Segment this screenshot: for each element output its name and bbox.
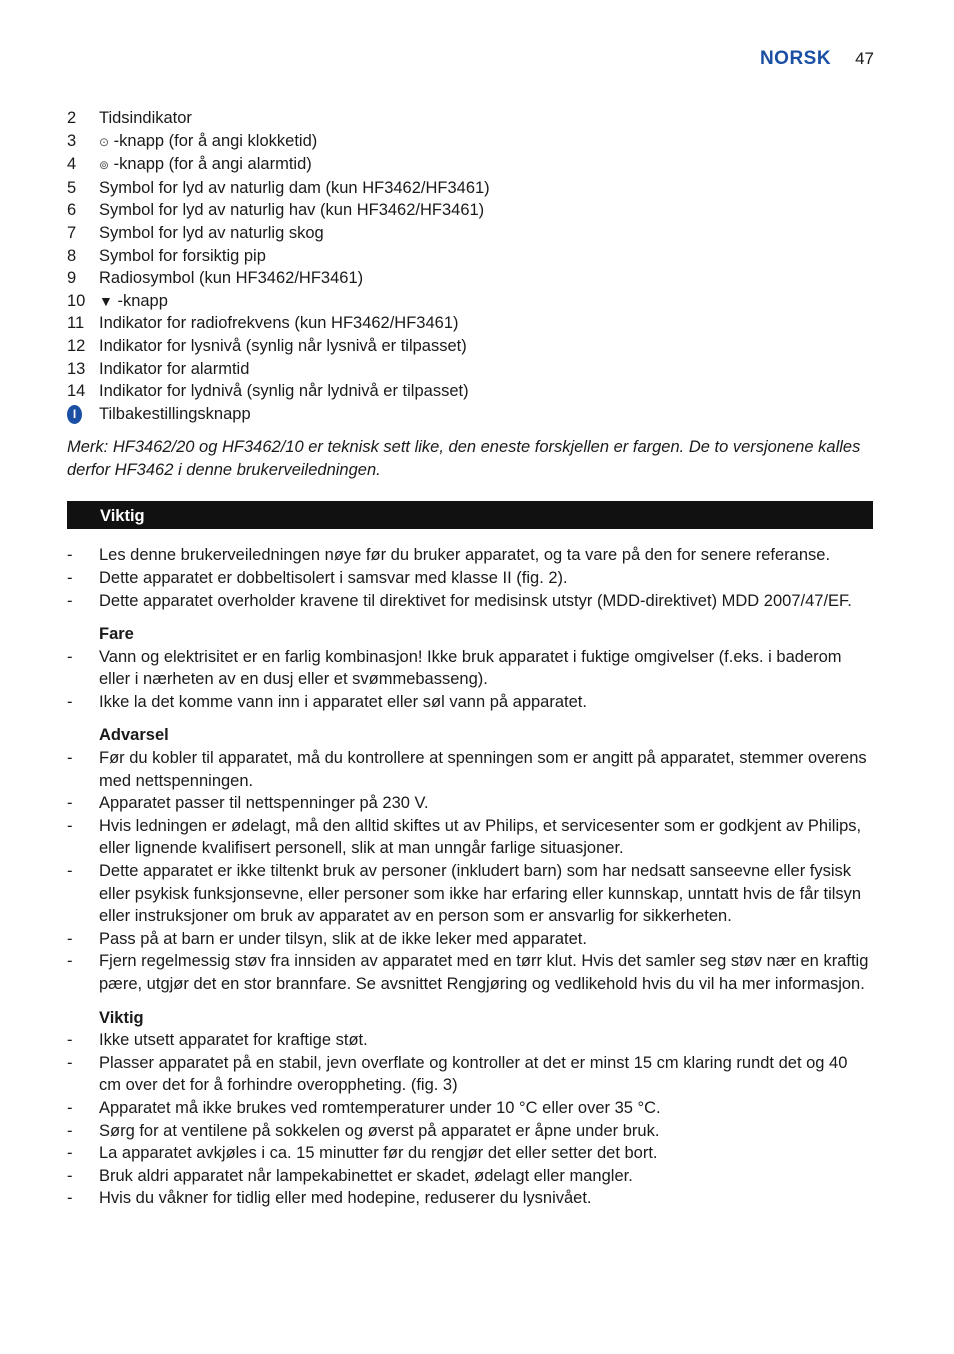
advarsel-bullet-list (67, 747, 873, 996)
item-text (99, 335, 873, 358)
item-number: 7 (67, 223, 77, 242)
item-label: Tidsindikator (99, 109, 192, 127)
item-label: Symbol for lyd av naturlig dam (kun HF3462/HF3461) (99, 178, 490, 197)
down-triangle-icon: ▼ (99, 292, 113, 309)
page-content (67, 107, 873, 1210)
bullet-dash: - (67, 1053, 73, 1072)
item-text (99, 358, 873, 381)
bullet-dash: - (67, 816, 73, 835)
language-label: NORSK (759, 48, 832, 69)
fare-heading: Fare (99, 625, 134, 644)
fare-bullet-list (67, 646, 873, 714)
bullet-item (67, 544, 873, 567)
parts-list-item (67, 267, 873, 290)
alarm-icon: ⊚ (99, 158, 110, 173)
bullet-text: Fjern regelmessig støv fra innsiden av apparatet med en tørr klut. Hvis det samler seg støv nær en kraftig pære, utgjør det en stor brannfare. Se avsnittet Rengjøring og vedlikehold hvis du vil ha mer informasjon. (99, 952, 869, 993)
item-number: 14 (67, 382, 86, 401)
parts-list-item (67, 199, 873, 222)
bullet-item (67, 928, 873, 951)
item-number: 3 (67, 131, 77, 150)
item-number: 13 (67, 359, 86, 378)
bullet-dash: - (67, 749, 73, 768)
bullet-dash: - (67, 929, 73, 948)
item-text (99, 245, 873, 268)
bullet-text: Pass på at barn er under tilsyn, slik at de ikke leker med apparatet. (99, 929, 587, 948)
bullet-item (67, 815, 873, 860)
bullet-dash: - (67, 1166, 73, 1185)
item-text (99, 177, 873, 200)
bullet-text: La apparatet avkjøles i ca. 15 minutter før du rengjør det eller setter det bort. (99, 1144, 658, 1163)
item-text (99, 130, 873, 154)
bullet-item (67, 1187, 873, 1210)
item-text (99, 107, 873, 130)
page-header (760, 48, 874, 70)
item-label: -knapp (for å angi alarmtid) (109, 155, 312, 174)
bullet-dash: - (67, 794, 73, 813)
parts-list-item (67, 177, 873, 200)
parts-list-item (67, 130, 873, 154)
bullet-text: Apparatet må ikke brukes ved romtemperaturer under 10 °C eller over 35 °C. (99, 1098, 661, 1117)
parts-list-item (67, 245, 873, 268)
viktig-heading: Viktig (99, 1008, 144, 1027)
parts-list-item (67, 222, 873, 245)
item-text (99, 380, 873, 403)
item-label: Symbol for lyd av naturlig hav (kun HF3462/HF3461) (99, 201, 485, 220)
bullet-text: Plasser apparatet på en stabil, jevn overflate og kontroller at det er minst 15 cm klaring rundt det og 40 cm over det for å forhindre overoppheting. (fig. 3) (99, 1053, 848, 1095)
bullet-text: Sørg for at ventilene på sokkelen og øverst på apparatet er åpne under bruk. (99, 1121, 660, 1140)
item-number: 8 (67, 246, 77, 265)
bullet-text: Dette apparatet overholder kravene til direktivet for medisinsk utstyr (MDD-direktivet) MDD 2007/47/EF. (99, 591, 852, 610)
item-number: 5 (67, 178, 77, 197)
bullet-text: Vann og elektrisitet er en farlig kombinasjon! Ikke bruk apparatet i fuktige omgivelser (f.eks. i baderom eller i nærheten av en dusj eller et svømmebasseng). (99, 647, 842, 689)
bullet-text: Les denne brukerveiledningen nøye før du bruker apparatet, og ta vare på den for senere referanse. (99, 546, 831, 565)
bullet-item (67, 590, 873, 613)
advarsel-heading: Advarsel (99, 726, 169, 745)
parts-list-item (67, 107, 873, 130)
item-number: 10 (67, 291, 86, 310)
bullet-dash: - (67, 591, 73, 610)
bullet-text: Før du kobler til apparatet, må du kontrollere at spenningen som er angitt på apparatet, stemmer overens med nettspenningen. (99, 749, 867, 790)
item-label: -knapp (112, 291, 168, 310)
section-title-bar: Viktig (67, 501, 873, 529)
reset-item (67, 403, 873, 426)
parts-list (67, 107, 873, 403)
viktig-bullet-list (67, 1029, 873, 1210)
item-label: Indikator for lydnivå (synlig når lydnivå er tilpasset) (99, 382, 469, 401)
bullet-dash: - (67, 546, 73, 565)
bullet-item (67, 1165, 873, 1188)
bullet-item (67, 792, 873, 815)
item-label: Symbol for lyd av naturlig skog (99, 223, 324, 242)
item-text (99, 312, 873, 335)
item-text (99, 222, 873, 245)
parts-list-item (67, 290, 873, 313)
item-text (99, 290, 873, 313)
bullet-item (67, 1097, 873, 1120)
bullet-item (67, 691, 873, 714)
bullet-item (67, 1142, 873, 1165)
bullet-item (67, 1120, 873, 1143)
bullet-dash: - (67, 1121, 73, 1140)
reset-button-icon: I (67, 405, 82, 424)
bullet-item (67, 646, 873, 691)
parts-list-item (67, 380, 873, 403)
item-label: Indikator for lysnivå (synlig når lysnivå er tilpasset) (99, 336, 467, 355)
bullet-text: Hvis ledningen er ødelagt, må den alltid skiftes ut av Philips, et servicesenter som er godkjent av Philips, eller lignende kvalifisert personell, slik at man unngår farlige situasjoner. (99, 816, 862, 858)
item-number: 4 (67, 155, 77, 174)
item-text (99, 153, 873, 177)
bullet-item (67, 747, 873, 792)
item-number: 2 (67, 109, 77, 127)
bullet-text: Bruk aldri apparatet når lampekabinettet er skadet, ødelagt eller mangler. (99, 1166, 633, 1185)
note-text: Merk: HF3462/20 og HF3462/10 er teknisk sett like, den eneste forskjellen er fargen. De to versjonene kalles derfor HF3462 i denne brukerveiledningen. (67, 438, 861, 480)
bullet-text: Dette apparatet er ikke tiltenkt bruk av personer (inkludert barn) som har nedsatt sanseevne eller fysisk eller psykisk funksjonsevne, eller personer som ikke har erfaring eller kunnskap, unntatt hvis de får tilsyn eller instruksjoner om bruk av apparatet av en person som er ansvarlig for sikkerheten. (99, 862, 862, 926)
bullet-item (67, 950, 873, 995)
item-label: Indikator for radiofrekvens (kun HF3462/HF3461) (99, 314, 459, 333)
bullet-dash: - (67, 952, 73, 971)
intro-bullet-list (67, 544, 873, 612)
bullet-dash: - (67, 1031, 73, 1050)
item-label: -knapp (for å angi klokketid) (109, 131, 318, 150)
parts-list-item (67, 358, 873, 381)
item-number: 6 (67, 201, 77, 220)
bullet-item (67, 860, 873, 928)
bullet-text: Hvis du våkner for tidlig eller med hodepine, reduserer du lysnivået. (99, 1189, 592, 1208)
bullet-text: Dette apparatet er dobbeltisolert i samsvar med klasse II (fig. 2). (99, 568, 568, 587)
item-label: Indikator for alarmtid (99, 359, 250, 378)
parts-list-item (67, 153, 873, 177)
bullet-dash: - (67, 862, 73, 881)
reset-item-text: Tilbakestillingsknapp (99, 404, 251, 423)
bullet-item (67, 1029, 873, 1052)
item-label: Radiosymbol (kun HF3462/HF3461) (99, 269, 364, 288)
bullet-item (67, 567, 873, 590)
bullet-text: Ikke utsett apparatet for kraftige støt. (99, 1031, 368, 1050)
bullet-dash: - (67, 1098, 73, 1117)
item-number: 9 (67, 269, 77, 288)
bullet-dash: - (67, 1144, 73, 1163)
item-text (99, 199, 873, 222)
parts-list-item (67, 312, 873, 335)
bullet-text: Apparatet passer til nettspenninger på 230 V. (99, 794, 429, 813)
bullet-dash: - (67, 692, 73, 711)
bullet-dash: - (67, 1189, 73, 1208)
bullet-dash: - (67, 568, 73, 587)
item-number: 11 (67, 314, 85, 333)
item-label: Symbol for forsiktig pip (99, 246, 266, 265)
clock-icon: ⊙ (99, 134, 110, 149)
bullet-dash: - (67, 647, 73, 666)
bullet-item (67, 1052, 873, 1097)
item-text (99, 267, 873, 290)
parts-list-item (67, 335, 873, 358)
page-number: 47 (855, 49, 874, 68)
item-number: 12 (67, 336, 86, 355)
bullet-text: Ikke la det komme vann inn i apparatet eller søl vann på apparatet. (99, 692, 587, 711)
